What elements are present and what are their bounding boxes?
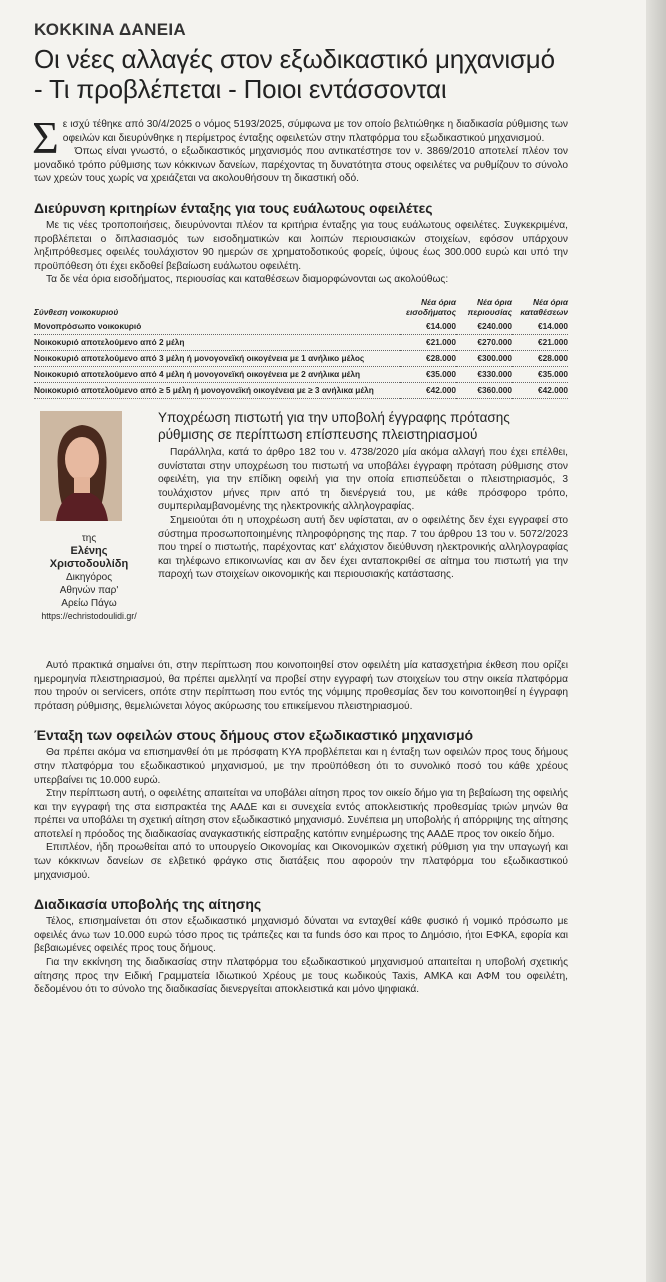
table-row	[34, 366, 568, 382]
section3-paragraph-3: Επιπλέον, ήδη προωθείται από το υπουργείο Οικονομίας και Οικονομικών σχετική ρύθμιση για την υπαγωγή και των κόκκινων δανείων σε ελβετικό φράγκο στις διατάξεις που αφορούν την πλατφόρμα του εξωδικαστικού μηχανισμού.	[34, 842, 568, 881]
table-cell: Νοικοκυριό αποτελούμενο από 3 μέλη ή μονογονεϊκή οικογένεια με 1 ανήλικο μέλος	[34, 350, 400, 366]
author-role: Αθηνών παρ'	[59, 584, 119, 596]
table-cell: €240.000	[456, 319, 512, 335]
section3-paragraph-2: Στην περίπτωση αυτή, ο οφειλέτης απαιτείται να υποβάλει αίτηση προς τον οικείο δήμο για τη βεβαίωση της οφειλής και την εγγραφή της στα εισπρακτέα της ΑΑΔΕ και ει συνεχεία εντός αποκλειστικής προθεσμίας τριών μηνών θα πρέπει να υποβάλει τη σχετική αίτηση στον εξωδικαστικό μηχανισμό. Συνέπεια μη υποβολής ή απόρριψης της αίτησης αποτελεί η πρόοδος της διαδικασίας αναγκαστικής είσπραξης κατόπιν ενημέρωσης της ΑΑΔΕ προς τον οικείο δήμο.	[34, 788, 568, 840]
table-header-cell: Νέα όρια περιουσίας	[467, 296, 512, 317]
table-row	[34, 382, 568, 398]
table-cell: €35.000	[400, 366, 456, 382]
table-cell: €21.000	[400, 334, 456, 350]
section4-paragraph-1: Τέλος, επισημαίνεται ότι στον εξωδικαστικό μηχανισμό δύναται να ενταχθεί κάθε φυσικό ή νομικό πρόσωπο με οφειλές άνω των 10.000 ευρώ τόσο προς τις τράπεζες και τα funds όσο και προς το Δημόσιο, ήτοι ΕΦΚΑ, εφορία και βεβαιωμένες οφειλές προς τους δήμους.	[34, 916, 568, 955]
article	[34, 20, 568, 997]
table-cell: €21.000	[512, 334, 568, 350]
table-cell: Νοικοκυριό αποτελούμενο από 4 μέλη ή μονογονεϊκή οικογένεια με 2 ανήλικα μέλη	[34, 366, 400, 382]
table-cell: €14.000	[400, 319, 456, 335]
author-name-first: Ελένης	[70, 544, 108, 557]
section2-paragraph-2: Σημειούται ότι η υποχρέωση αυτή δεν υφίσταται, αν ο οφειλέτης δεν έχει εγγραφεί στο σύστημα προσωποποιημένης πληροφόρησης της παρ. 7 του άρθρου 13 του ν. 5072/2023 που τηρεί ο πιστωτής, παρέχοντας κατ' ελάχιστον διεύθυνση ηλεκτρονικής αλληλογραφίας και τηλέφωνο επικοινωνίας και αν δεν έχει ανταποκριθεί σε αίτημα του πιστωτή για την παροχή των στοιχείων οικονομικής και περιουσιακής κατάστασης.	[158, 514, 568, 581]
table-header-cell: Νέα όρια καταθέσεων	[520, 296, 568, 317]
section1-paragraph-2: Τα δε νέα όρια εισοδήματος, περιουσίας και καταθέσεων διαμορφώνονται ως ακολούθως:	[46, 274, 449, 286]
dropcap: Σ	[32, 112, 59, 163]
section1-paragraph-1: Με τις νέες τροποποιήσεις, διευρύνονται πλέον τα κριτήρια ένταξης για τους ευάλωτους οφειλέτες. Συγκεκριμένα, προβλέπεται ο διπλασιασμός των εισοδηματικών και λοιπών περιουσιακών στοιχείων, εφόσον υπάρχουν ληξιπρόθεσμες οφειλές τουλάχιστον 90 ημερών σε χρηματοδοτικούς φορείς, ύψους έως 300.000 ευρώ και υπό την προϋπόθεση ότι έχει εκδοθεί βεβαίωση ευάλωτου οφειλέτη.	[34, 219, 568, 272]
author-role: Αρείω Πάγω	[61, 597, 117, 609]
author-photo	[40, 411, 122, 521]
table-cell: €330.000	[456, 366, 512, 382]
author-block	[34, 409, 568, 659]
section1-heading: Διεύρυνση κριτηρίων ένταξης για τους ευάλωτους οφειλέτες	[34, 199, 433, 216]
section2-paragraph-3: Αυτό πρακτικά σημαίνει ότι, στην περίπτωση που κοινοποιηθεί στον οφειλέτη μία κατασχετήρια έκθεση που ορίζει ημερομηνία πλειστηριασμού, θα πρέπει αμελλητί να προβεί στην εγγραφή των στοιχείων του στην οικεία πλατφόρμα που τηρούν οι servicers, οπότε στην περίπτωση που εντός της νόμιμης προθεσμίας δεν του κοινοποιηθεί η έγγραφη πρόταση ρύθμισης, θεμελιώνεται λόγος ακύρωσης του επικείμενου πλειστηριασμού.	[34, 659, 568, 712]
table-cell: €300.000	[456, 350, 512, 366]
section2-column	[158, 409, 568, 582]
section2-paragraph-1: Παράλληλα, κατά το άρθρο 182 του ν. 4738/2020 μία ακόμα αλλαγή που έχει επέλθει, συνίσταται στην υποχρέωση του πιστωτή να υποβάλει έγγραφη πρόταση ρύθμισης στον οφειλέτη, για την επίδικη οφειλή για την οποία επισπεύδεται ο πλειστηριασμός, 3 τουλάχιστον μήνες πριν από τη διενέργειά του, με κάθε πρόσφορο τρόπο, συμπεριλαμβανομένης της ηλεκτρονικής αλληλογραφίας.	[158, 446, 568, 513]
table-cell: €35.000	[512, 366, 568, 382]
page-edge	[646, 0, 666, 1282]
table-cell: €28.000	[512, 350, 568, 366]
author-prefix: της	[81, 532, 97, 544]
table-cell: €360.000	[456, 382, 512, 398]
table-row	[34, 334, 568, 350]
author-role: Δικηγόρος	[65, 571, 113, 583]
section4-heading: Διαδικασία υποβολής της αίτησης	[34, 896, 262, 913]
intro-paragraph-1: ε ισχύ τέθηκε από 30/4/2025 ο νόμος 5193/2025, σύμφωνα με τον οποίο βελτιώθηκε η διαδικασία ρύθμισης των οφειλών και διευρύνθηκε η περίμετρος ένταξης οφειλετών στην πλατφόρμα του εξωδικαστικού μηχανισμού.	[62, 119, 568, 144]
table-header-cell: Νέα όρια εισοδήματος	[405, 296, 456, 317]
table-row	[34, 319, 568, 335]
table-cell: Νοικοκυριό αποτελούμενο από 2 μέλη	[34, 334, 400, 350]
author-info	[30, 532, 148, 623]
table-cell: €42.000	[400, 382, 456, 398]
intro-paragraph-2: Όπως είναι γνωστό, ο εξωδικαστικός μηχανισμός που αντικατέστησε τον ν. 3869/2010 αποτελεί πλέον τον μοναδικό τρόπο ρύθμισης των κόκκινων δανείων, παρέχοντας τη δυνατότητα στους οφειλέτες να ρυθμίζουν το σύνολο των χρεών τους χωρίς να χρειάζεται να ακολουθήσουν τη δικαστική οδό.	[34, 146, 568, 185]
table-row	[34, 350, 568, 366]
table-cell: €42.000	[512, 382, 568, 398]
headline: Οι νέες αλλαγές στον εξωδικαστικό μηχανισμό - Τι προβλέπεται - Ποιοι εντάσσονται	[34, 44, 555, 104]
table-cell: Μονοπρόσωπο νοικοκυριό	[34, 319, 400, 335]
section3-paragraph-1: Θα πρέπει ακόμα να επισημανθεί ότι με πρόσφατη ΚΥΑ προβλέπεται και η ένταξη των οφειλών προς τους δήμους στην πλατφόρμα του εξωδικαστικού μηχανισμού, με την προϋπόθεση ότι το συνολικό ποσό του κάθε χρέους υπερβαίνει τις 10.000 ευρώ.	[34, 747, 568, 786]
limits-table-header	[34, 297, 568, 319]
author-url: https://echristodoulidi.gr/	[41, 610, 137, 621]
limits-table	[34, 297, 568, 399]
table-cell: Νοικοκυριό αποτελούμενο από ≥ 5 μέλη ή μονογονεϊκή οικογένεια με ≥ 3 ανήλικα μέλη	[34, 382, 400, 398]
table-cell: €28.000	[400, 350, 456, 366]
section3-heading: Ένταξη των οφειλών στους δήμους στον εξωδικαστικό μηχανισμό	[34, 727, 474, 744]
section4-paragraph-2: Για την εκκίνηση της διαδικασίας στην πλατφόρμα του εξωδικαστικού μηχανισμού απαιτείται η υποβολή σχετικής αίτησης προς την Ειδική Γραμματεία Ιδιωτικού Χρέους με τους κωδικούς Taxis, ΑΜΚΑ και ΑΦΜ του οφειλέτη, δεδομένου ότι το σύνολο της διαδικασίας διενεργείται αποκλειστικά και μόνο ψηφιακά.	[34, 957, 568, 996]
table-header-cell: Σύνθεση νοικοκυριού	[34, 306, 119, 317]
author-name-last: Χριστοδουλίδη	[49, 557, 129, 570]
section2-heading: Υποχρέωση πιστωτή για την υποβολή έγγραφης πρότασης ρύθμισης σε περίπτωση επίσπευσης πλειστηριασμού	[158, 409, 510, 442]
table-cell: €270.000	[456, 334, 512, 350]
section-label: ΚΟΚΚΙΝΑ ΔΑΝΕΙΑ	[34, 20, 186, 39]
table-cell: €14.000	[512, 319, 568, 335]
intro	[32, 112, 568, 186]
